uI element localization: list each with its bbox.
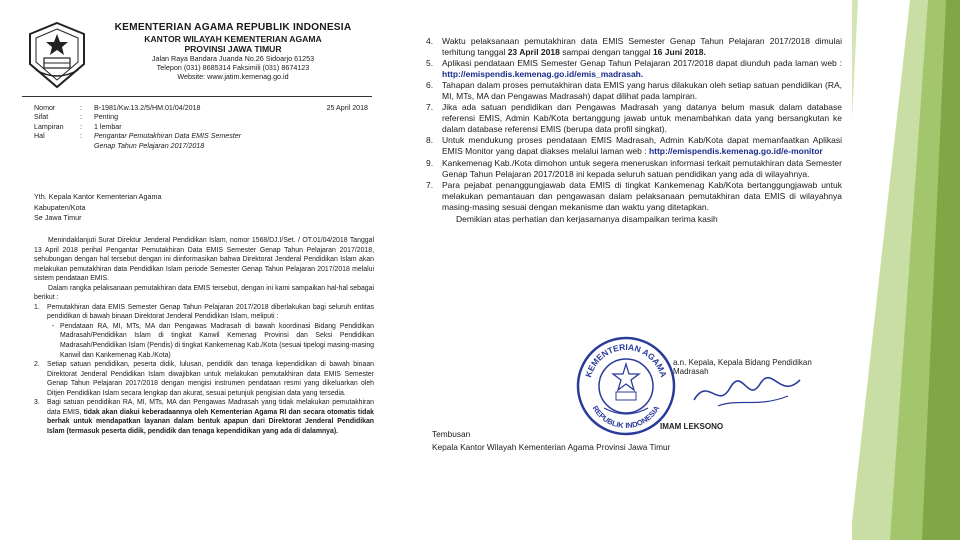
addressee-line: Yth. Kepala Kantor Kementerian Agama	[34, 192, 162, 201]
list-number: 5.	[426, 58, 434, 69]
letterhead-phone: Telepon (031) 8685314 Faksimili (031) 8674123	[156, 63, 310, 72]
stamp-text-top: KEMENTERIAN AGAMA	[583, 341, 669, 379]
list-text-normal: Waktu pelaksanaan pemutakhiran data EMIS Semester Genap Tahun Pelajaran 2017/2018 dimulai terhitung tanggal	[442, 36, 842, 58]
addressee	[34, 192, 254, 224]
list-number: 4.	[426, 36, 434, 46]
list-number: 9.	[426, 157, 434, 168]
meta-row-sifat	[34, 113, 374, 122]
list-text-normal: Untuk mendukung proses pendataan EMIS Madrasah, Admin Kab/Kota dapat memanfaatkan Aplikasi EMIS Monitor yang dapat diakses melalui laman web :	[442, 135, 842, 157]
letter-meta	[34, 104, 374, 151]
list-item	[34, 398, 374, 436]
list-text-normal: Aplikasi pendataan EMIS Semester Genap Tahun Pelajaran 2017/2018 dapat diunduh pada laman web :	[442, 58, 842, 69]
meta-value: B-1981/Kw.13.2/5/HM.01/04/2018	[94, 104, 201, 112]
letterhead	[98, 22, 368, 81]
sub-dash: -	[52, 322, 55, 330]
tembusan-line: Kepala Kantor Wilayah Kementerian Agama Provinsi Jawa Timur	[432, 442, 671, 452]
list-item	[426, 135, 842, 157]
date-end: 16 Juni 2018.	[652, 47, 706, 58]
meta-value: Pengantar Pemutakhiran Data EMIS Semester Genap Tahun Pelajaran 2017/2018	[94, 132, 242, 150]
meta-row-lampiran	[34, 123, 374, 132]
date-start: 23 April 2018	[507, 47, 560, 58]
list-number: 3.	[34, 399, 40, 407]
signatory-name: IMAM LEKSONO	[660, 422, 724, 431]
list-number: 7.	[426, 179, 434, 190]
list-item	[426, 180, 842, 213]
list-text: Kankemenag Kab./Kota dimohon untuk segera meneruskan informasi terkait pemutakhiran data Semester Genap Tahun Pelajaran 2017/2018 ini kepada seluruh satuan pendidikan yang ada di wilayahnya.	[442, 157, 842, 179]
letterhead-address: Jalan Raya Bandara Juanda No.26 Sidoarjo 61253	[151, 54, 315, 63]
list-text: Pemutakhiran data EMIS Semester Genap Tahun Pelajaran 2017/2018 diberlakukan bagi seluruh entitas pendidikan di bawah binaan Direktorat Jenderal Pendidikan Islam, meliputi :	[47, 303, 374, 321]
sub-list-item	[34, 322, 374, 360]
tembusan	[432, 428, 670, 454]
list-text-bold: tidak akan diakui keberadaannya oleh Kementerian Agama RI dan secara otomatis tidak berhak untuk mendapatkan layanan dalam bentuk apapun dari Direktorat Jenderal Pendidikan Islam (termasuk peserta didik, pendidik dan tenaga kependidikan yang ada di dalamnya).	[47, 408, 374, 435]
letterhead-province: PROVINSI JAWA TIMUR	[184, 44, 282, 54]
handwritten-signature-icon	[688, 370, 808, 414]
list-number: 8.	[426, 135, 434, 146]
meta-label: Sifat	[34, 113, 49, 122]
letterhead-divider	[22, 96, 372, 97]
list-text-normal: sampai dengan tanggal	[559, 47, 653, 58]
meta-colon: :	[80, 113, 82, 122]
list-text-normal: Bagi satuan pendidikan RA, MI, MTs, MA dan Pengawas Madrasah yang tidak melakukan pemutakhiran data EMIS,	[47, 399, 374, 416]
meta-colon: :	[80, 122, 82, 131]
closing-text: Demikian atas perhatian dan kerjasamanya disampaikan terima kasih	[456, 213, 718, 224]
paragraph: Dalam rangka pelaksanaan pemutakhiran data EMIS tersebut, dengan ini kami sampaikan hal-hal sebagai berikut :	[34, 284, 374, 302]
list-item	[34, 360, 374, 398]
list-text: Jika ada satuan pendidikan dan Pengawas Madrasah yang datanya belum masuk dalam database referensi EMIS, Admin Kab/Kota bertanggung jawab untuk menambahkan data yang bersangkutan ke dalam database referensi EMIS (berupa data profil singkat).	[442, 102, 842, 135]
signature-title: a.n. Kepala, Kepala Bidang Pendidikan Madrasah	[673, 358, 812, 376]
list-item	[426, 80, 842, 102]
meta-label: Lampiran	[34, 122, 64, 131]
stamp-text-bottom: REPUBLIK INDONESIA	[590, 404, 662, 431]
list-number: 6.	[426, 80, 434, 91]
letter-body-right	[426, 36, 842, 225]
letter-page-1	[14, 14, 384, 540]
letterhead-website: Website: www.jatim.kemenag.go.id	[177, 72, 289, 81]
list-text: Para pejabat penanggungjawab data EMIS di tingkat Kankemenag Kab/Kota bertanggungjawab untuk melakukan pemantauan dan pengawasan dalam pelaksanaan pemutakhiran data EMIS di wilayahnya masing-masing sesuai dengan mekanisme dan waktu yang ditetapkan.	[442, 179, 842, 212]
meta-row-nomor	[34, 104, 374, 113]
letter-body-left	[34, 236, 374, 436]
tembusan-label: Tembusan	[432, 429, 471, 439]
list-number: 1.	[34, 303, 40, 311]
emis-monitor-link[interactable]: http://emispendis.kemenag.go.id/e-monitor	[648, 146, 823, 157]
list-text	[442, 58, 842, 80]
paragraph: Menindaklanjuti Surat Direktur Jenderal Pendidikan Islam, nomor 1568/DJ.I/Set. / OT.01/04/2018 Tanggal 13 April 2018 perihal Pengantar Pemutakhiran Data EMIS Semester Genap Tahun Pelajaran 2017/2018, sehubungan dengan hal tersebut dengan ini diinformasikan bahwa Direktorat Jenderal Pendidikan Islam akan melakukan pemutakhiran data Pendidikan Islam periode Semester Genap Tahun Pelajaran 2017/2018 melalui sistem pendataan EMIS.	[34, 237, 374, 283]
list-item	[426, 58, 842, 80]
letter-page-2	[418, 14, 852, 540]
list-item	[426, 102, 842, 135]
sub-text: Pendataan RA, MI, MTs, MA dan Pengawas Madrasah di bawah koordinasi Bidang Pendidikan Madrasah/Pendidikan Islam di tingkat Kanwil Kemenag Provinsi dan Seksi Pendidikan Madrasah/Pendidikan Islam (Pendis) di tingkat Kankemenag Kab./Kota (sesuai tipelogi masing-masing Kanwil dan Kankemenag Kab./Kota)	[60, 322, 374, 359]
list-item	[426, 158, 842, 180]
list-text: Setiap satuan pendidikan, peserta didik, lulusan, pendidik dan tenaga kependidikan di bawah binaan Direktorat Jenderal Pendidikan Islam diwajibkan untuk melakukan pemutakhiran data EMIS Semester Genap Tahun Pelajaran 2017/2018 dengan mengisi instrumen pendataan resmi yang dikeluarkan oleh Ditjen Pendidikan Islam secara lengkap dan akurat, sesuai petunjuk pengisian data yang tersedia.	[47, 361, 374, 397]
list-text	[442, 135, 842, 157]
decorative-stripes	[850, 0, 960, 540]
list-number: 2.	[34, 361, 40, 369]
meta-value: Penting	[94, 113, 119, 122]
emis-madrasah-link[interactable]: http://emispendis.kemenag.go.id/emis_madrasah.	[442, 69, 644, 80]
letterhead-org: KEMENTERIAN AGAMA REPUBLIK INDONESIA	[114, 22, 352, 33]
list-text: Tahapan dalam proses pemutakhiran data EMIS yang harus dilakukan oleh setiap satuan pendidikan (RA, MI, MTs, MA dan Pengawas Madrasah) dapat dilihat pada lampiran.	[442, 80, 842, 102]
meta-label: Hal	[34, 132, 45, 141]
list-item	[426, 36, 842, 58]
meta-value: 1 lembar	[94, 122, 122, 131]
list-item	[34, 303, 374, 322]
meta-label: Nomor	[34, 104, 56, 112]
letter-date: 25 April 2018	[326, 104, 368, 112]
list-text	[442, 36, 842, 58]
meta-colon: :	[80, 104, 82, 112]
list-number: 7.	[426, 102, 434, 113]
meta-colon: :	[80, 132, 82, 141]
meta-row-hal	[34, 132, 374, 151]
list-text	[47, 398, 374, 436]
ministry-emblem-icon	[22, 20, 92, 90]
addressee-line: Se Jawa Timur	[34, 213, 82, 222]
addressee-line: Kabupaten/Kota	[34, 202, 86, 212]
letterhead-office: KANTOR WILAYAH KEMENTERIAN AGAMA	[144, 34, 322, 44]
